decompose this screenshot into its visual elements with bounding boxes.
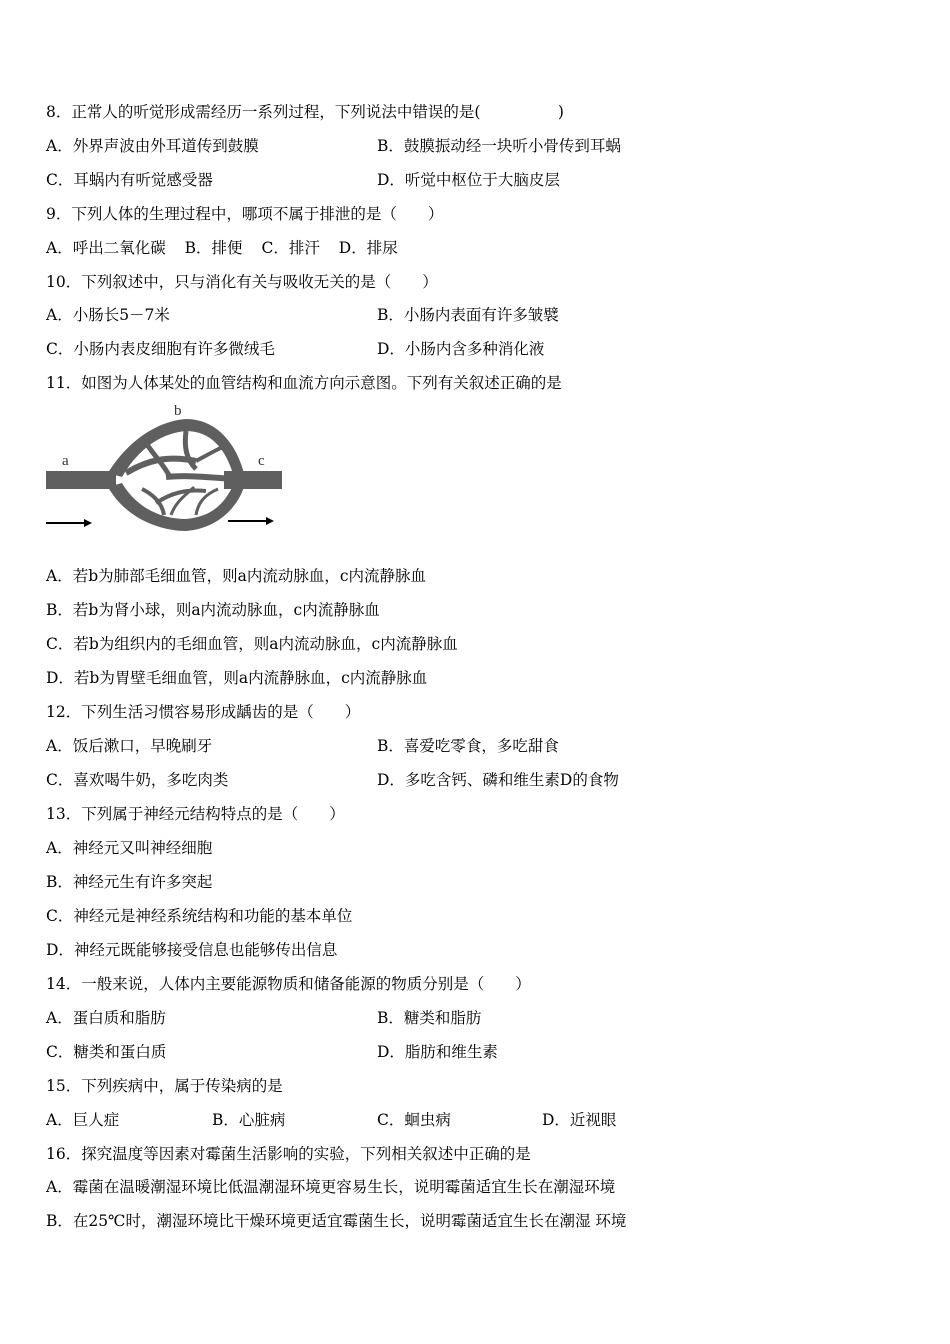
question-12-option-d: D．多吃含钙、磷和维生素D的食物 [377, 771, 619, 789]
question-14-options-row-1 [46, 1008, 482, 1028]
question-14-option-b: B．糖类和脂肪 [377, 1009, 482, 1027]
question-8-stem: 8．正常人的听觉形成需经历一系列过程，下列说法中错误的是( ) [46, 103, 564, 121]
question-13-option-d: D．神经元既能够接受信息也能够传出信息 [46, 941, 338, 959]
question-16-option-b: B．在25℃时，潮湿环境比干燥环境更适宜霉菌生长，说明霉菌适宜生长在潮湿 环境 [46, 1212, 627, 1230]
question-13-option-a: A．神经元又叫神经细胞 [46, 839, 213, 857]
question-10-option-d: D．小肠内含多种消化液 [377, 340, 545, 358]
question-15-option-d: D．近视眼 [542, 1111, 617, 1129]
question-14-option-d: D．脂肪和维生素 [377, 1043, 498, 1061]
question-10-stem: 10．下列叙述中，只与消化有关与吸收无关的是（ ） [46, 273, 438, 291]
flow-arrow-left-head [84, 519, 92, 527]
question-11-option-a: A．若b为肺部毛细血管，则a内流动脉血，c内流静脉血 [46, 567, 427, 585]
question-12-options-row-2 [46, 770, 619, 790]
question-12-stem: 12．下列生活习惯容易形成龋齿的是（ ） [46, 703, 361, 721]
label-b: b [174, 403, 182, 419]
question-15-option-a: A．巨人症 [46, 1111, 120, 1129]
question-14-stem: 14．一般来说，人体内主要能源物质和储备能源的物质分别是（ ） [46, 975, 531, 993]
question-12-option-c: C．喜欢喝牛奶，多吃肉类 [46, 771, 229, 789]
question-16-stem: 16．探究温度等因素对霉菌生活影响的实验，下列相关叙述中正确的是 [46, 1145, 531, 1163]
blood-vessel-diagram [46, 403, 282, 545]
flow-arrow-right-head [266, 517, 274, 525]
question-11-stem: 11．如图为人体某处的血管结构和血流方向示意图。下列有关叙述正确的是 [46, 374, 562, 392]
question-9-option-d: D．排尿 [338, 239, 398, 257]
question-13-option-c: C．神经元是神经系统结构和功能的基本单位 [46, 907, 353, 925]
question-15-stem: 15．下列疾病中，属于传染病的是 [46, 1077, 283, 1095]
question-11-option-d: D．若b为胃壁毛细血管，则a内流静脉血，c内流静脉血 [46, 669, 428, 687]
question-9-option-c: C．排汗 [261, 239, 320, 257]
question-9-option-a: A．呼出二氧化碳 [46, 239, 166, 257]
question-8-option-d: D．听觉中枢位于大脑皮层 [377, 171, 560, 189]
question-14-option-a: A．蛋白质和脂肪 [46, 1009, 166, 1027]
question-8-option-c: C．耳蜗内有听觉感受器 [46, 171, 213, 189]
question-15-options [46, 1110, 617, 1130]
capillary-5 [166, 476, 234, 479]
capillary-4 [196, 445, 228, 461]
question-12-option-a: A．饭后漱口，早晚刷牙 [46, 737, 213, 755]
question-14-option-c: C．糖类和蛋白质 [46, 1043, 167, 1061]
question-11-option-b: B．若b为肾小球，则a内流动脉血，c内流静脉血 [46, 601, 380, 619]
question-14-options-row-2 [46, 1042, 498, 1062]
vessel-a [46, 471, 116, 489]
question-13-option-b: B．神经元生有许多突起 [46, 873, 213, 891]
question-10-option-a: A．小肠长5－7米 [46, 306, 170, 324]
question-13-stem: 13．下列属于神经元结构特点的是（ ） [46, 805, 345, 823]
question-8-options-row-1 [46, 136, 621, 156]
question-15-option-b: B．心脏病 [212, 1111, 286, 1129]
question-10-options-row-1 [46, 305, 559, 325]
question-16-option-a: A．霉菌在温暖潮湿环境比低温潮湿环境更容易生长，说明霉菌适宜生长在潮湿环境 [46, 1178, 616, 1196]
question-10-option-c: C．小肠内表皮细胞有许多微绒毛 [46, 340, 275, 358]
label-a: a [62, 453, 69, 469]
question-8-option-b: B．鼓膜振动经一块听小骨传到耳蜗 [377, 137, 621, 155]
question-15-option-c: C．蛔虫病 [377, 1111, 451, 1129]
question-12-options-row-1 [46, 736, 559, 756]
question-11-option-c: C．若b为组织内的毛细血管，则a内流动脉血，c内流静脉血 [46, 635, 458, 653]
blood-vessel-diagram-svg [46, 403, 282, 545]
question-8-option-a: A．外界声波由外耳道传到鼓膜 [46, 137, 259, 155]
question-10-option-b: B．小肠内表面有许多皱襞 [377, 306, 559, 324]
question-8-options-row-2 [46, 170, 560, 190]
label-c: c [258, 453, 265, 469]
question-9-options [46, 238, 398, 258]
question-12-option-b: B．喜爱吃零食，多吃甜食 [377, 737, 559, 755]
question-9-stem: 9．下列人体的生理过程中，哪项不属于排泄的是（ ） [46, 205, 444, 223]
question-10-options-row-2 [46, 339, 545, 359]
question-9-option-b: B．排便 [184, 239, 243, 257]
